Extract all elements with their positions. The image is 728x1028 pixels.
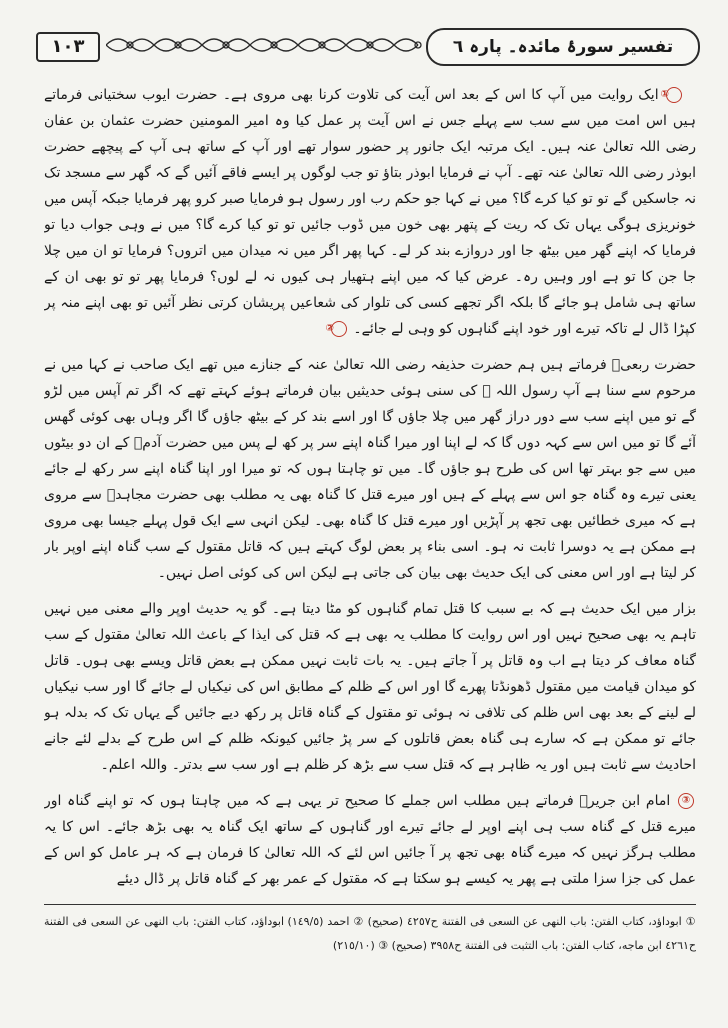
paragraph-1 [44,82,696,342]
paragraph-text: حضرت ربعیؒ فرماتے ہیں ہم حضرت حذیفہ رضی اللہ تعالیٰ عنہ کے جنازے میں تھے ایک صاحب نے کہا میں نے مرحوم سے سنا ہے آپ رسول اللہ ﷺ کی سنی ہوئی حدیثیں بیان فرماتے ہوئے کہتے تھے کہ اگر تم آپس میں لڑو گے تو میں اپنے سب سے دور دراز گھر میں چلا جاؤں گا اور اسے بند کر کے بیٹھ جاؤں گا اگر وہاں بھی کوئی گھس آئے گا تو میں اس سے کہہ دوں گا کہ لے اپنا اور میرا گناہ اپنے سر پر کھ لے پس میں حضرت آدمؑ کے ان دو بیٹوں میں سے جو بہتر تھا اس کی طرح ہو جاؤں گا۔ میں تو چاہتا ہوں کہ تو میرا اور اپنا گناہ اپنے سر رکھ لے جائے یعنی تیرے وہ گناہ جو اس سے پہلے کے ہیں اور میرے قتل کا گناہ بھی یہ مطلب بھی حضرت مجاہدؒ سے مروی ہے کہ میری خطائیں بھی تجھ پر آپڑیں اور میرے قتل کا گناہ بھی۔ لیکن انہی سے ایک قول پہلے جیسا بھی مروی ہے ممکن ہے یہ دوسرا ثابت نہ ہو۔ اسی بناء پر بعض لوگ کہتے ہیں کہ قاتل مقتول کے سب گناہ اپنے اوپر بار کر لیتا ہے اور اس معنی کی ایک حدیث بھی بیان کی جاتی ہے لیکن اس کی کوئی اصل نہیں۔ [44,357,696,581]
chapter-title-box [426,28,700,66]
page-number: ١٠٣ [36,32,100,62]
page-header [36,22,700,68]
body-text [44,82,696,902]
footnote-divider [44,904,696,905]
paragraph-text: بزار میں ایک حدیث ہے کہ بے سبب کا قتل تمام گناہوں کو مٹا دیتا ہے۔ گو یہ حدیث اوپر والے معنی میں نہیں تاہم یہ بھی صحیح نہیں اور اس روایت کا مطلب یہ بھی ہے کہ قتل کی ایذا کے باعث اللہ تعالیٰ مقتول کے سب گناہ معاف کر دیتا ہے اب وہ قاتل پر آ جاتے ہیں۔ یہ بات ثابت نہیں ممکن ہے بعض قاتل ویسے بھی ہوں۔ قاتل کو میدان قیامت میں مقتول ڈھونڈتا پھرے گا اور اس کے ظلم کے مطابق اس کی نیکیاں لے جائے گا اور سب نیکیاں لے لینے کے بعد بھی اس ظلم کی تلافی نہ ہوئی تو مقتول کے گناہ قاتل پر رکھ دیے جائیں گے یہاں تک کہ بدلہ ہو جائے تو ممکن ہے کہ سارے ہی گناہ بعض قاتلوں کے سر پڑ جائیں کیونکہ ظلم کے اس طرح کے بدلے لئے جانے احادیث سے ثابت ہیں اور یہ ظاہر ہے کہ قتل سب سے بڑھ کر ظلم ہے اور سب سے بدتر۔ واللہ اعلم۔ [44,601,696,773]
paragraph-2 [44,352,696,586]
footnote-ref-3[interactable]: ③ [678,793,694,809]
decorative-border-ornament [106,30,424,60]
footnote-ref-1[interactable]: ① [666,87,682,103]
paragraph-text: امام ابن جریرؒ فرماتے ہیں مطلب اس جملے کا صحیح تر یہی ہے کہ میں چاہتا ہوں کہ تو اپنے گناہ اور میرے قتل کے گناہ سب ہی اپنے اوپر لے جائے تیرے اور گناہوں کے ساتھ ایک گناہ یہ بھی بڑھ جائے۔ اس کا یہ مطلب ہرگز نہیں کہ میرے گناہ بھی تجھ پر آ جائیں اس لئے کہ اللہ تعالیٰ کا فرمان ہے کہ ہر عامل کو اس کے عمل کی جزا سزا ملتی ہے پھر یہ کیسے ہو سکتا ہے کہ مقتول کے عمر بھر کے گناہ قاتل پر ڈال دیئے [44,793,696,887]
paragraph-3 [44,596,696,778]
paragraph-4 [44,788,696,892]
chapter-title: تفسیر سورۂ مائدہ۔ پارہ ٦ [452,37,674,57]
footnotes [44,910,696,1000]
footnote-ref-2[interactable]: ② [331,321,347,337]
paragraph-text: ایک روایت میں آپ کا اس کے بعد اس آیت کی تلاوت کرنا بھی مروی ہے۔ حضرت ایوب سختیانی فرماتے ہیں اس امت میں سے سب سے پہلے جس نے اس آیت پر عمل کیا وہ امیر المومنین حضرت عثمان بن عفان رضی اللہ تعالیٰ عنہ ہیں۔ ایک مرتبہ ایک جانور پر حضور سوار تھے اور آپ کے ساتھ ہی آپ کے پیچھے حضرت ابوذر رضی اللہ تعالیٰ عنہ تھے۔ آپ نے فرمایا ابوذر بتاؤ تو جب لوگوں پر ایسے فاقے آئیں گے کہ گھر سے مسجد تک نہ جاسکیں گے تو تو کیا کرے گا؟ میں نے کہا جو حکم رب اور رسول ہو فرمایا صبر کرو پھر فرمایا جبکہ آپس میں خونریزی ہوگی یہاں تک کہ ریت کے پتھر بھی خون میں ڈوب جائیں تو تو کیا کرے گا؟ میں نے وہی جواب دیا تو فرمایا کہ اپنے گھر میں بیٹھ جا اور دروازے بند کر لے۔ کہا پھر اگر میں نہ میدان میں اتروں؟ فرمایا تو ان میں چلا جا جن کا تو ہے اور وہیں رہ۔ عرض کیا کہ میں اپنے ہتھیار ہی کیوں نہ لے لوں؟ فرمایا پھر تو تو بھی ان کے ساتھ ہی شامل ہو جائے گا بلکہ اگر تجھے کسی کی تلوار کی شعاعیں پریشان کرتی نظر آئیں تو بھی اپنے منہ پر کپڑا ڈال لے تاکہ تیرے اور خود اپنے گناہوں کو وہی لے جائے۔ [44,87,696,337]
footnote-text: ① ابوداؤد، کتاب الفتن: باب النهی عن السعی فی الفتنة ح٤٢٥٧ (صحیح) ② احمد (١٤٩/٥) ابوداؤد، کتاب الفتن: باب النهی عن السعی فی الفتنة ح٤٢٦١ ابن ماجه، کتاب الفتن: باب التثبت فی الفتنة ح٣٩٥٨ (صحیح) ③ (٢١٥/١٠) [44,915,696,952]
